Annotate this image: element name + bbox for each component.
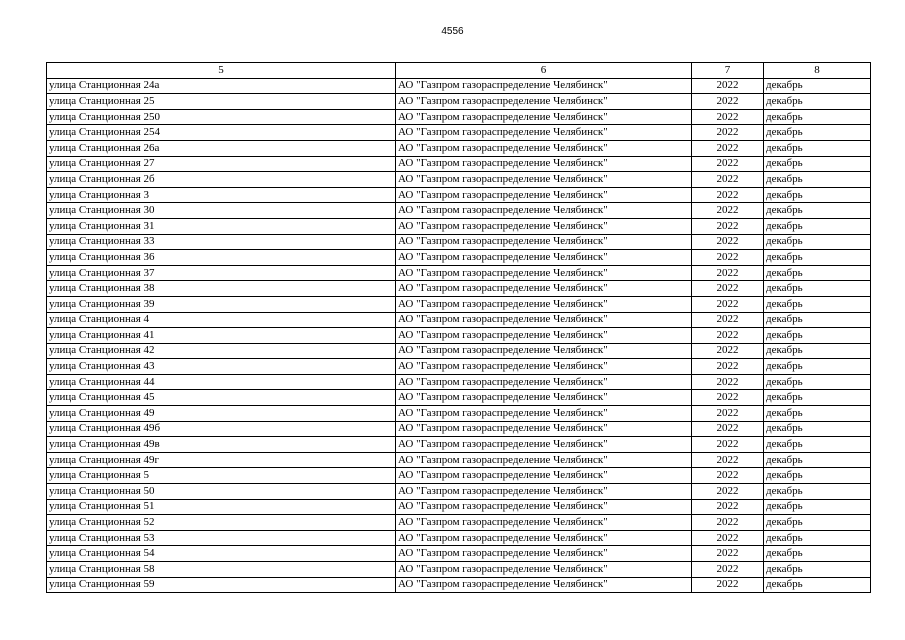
month-cell: декабрь: [764, 296, 871, 312]
address-cell: улица Станционная 33: [47, 234, 396, 250]
year-cell: 2022: [692, 234, 764, 250]
month-cell: декабрь: [764, 140, 871, 156]
year-cell: 2022: [692, 203, 764, 219]
organization-cell: АО "Газпром газораспределение Челябинск": [396, 296, 692, 312]
address-cell: улица Станционная 59: [47, 577, 396, 593]
table-row: [47, 499, 871, 515]
table-row: [47, 452, 871, 468]
table-row: [47, 406, 871, 422]
table-row: [47, 125, 871, 141]
month-cell: декабрь: [764, 390, 871, 406]
month-cell: декабрь: [764, 203, 871, 219]
table-row: [47, 530, 871, 546]
address-cell: улица Станционная 24а: [47, 78, 396, 94]
address-cell: улица Станционная 2б: [47, 172, 396, 188]
address-cell: улица Станционная 45: [47, 390, 396, 406]
month-cell: декабрь: [764, 577, 871, 593]
header-col-7: 7: [692, 63, 764, 79]
address-cell: улица Станционная 254: [47, 125, 396, 141]
address-cell: улица Станционная 36: [47, 250, 396, 266]
year-cell: 2022: [692, 250, 764, 266]
table-row: [47, 359, 871, 375]
document-table: [46, 62, 871, 593]
address-cell: улица Станционная 49в: [47, 437, 396, 453]
organization-cell: АО "Газпром газораспределение Челябинск": [396, 484, 692, 500]
month-cell: декабрь: [764, 484, 871, 500]
address-cell: улица Станционная 5: [47, 468, 396, 484]
address-cell: улица Станционная 31: [47, 218, 396, 234]
table-row: [47, 218, 871, 234]
organization-cell: АО "Газпром газораспределение Челябинск": [396, 328, 692, 344]
address-cell: улица Станционная 52: [47, 515, 396, 531]
month-cell: декабрь: [764, 328, 871, 344]
month-cell: декабрь: [764, 343, 871, 359]
organization-cell: АО "Газпром газораспределение Челябинск": [396, 546, 692, 562]
organization-cell: АО "Газпром газораспределение Челябинск": [396, 390, 692, 406]
address-cell: улица Станционная 30: [47, 203, 396, 219]
month-cell: декабрь: [764, 250, 871, 266]
organization-cell: АО "Газпром газораспределение Челябинск": [396, 281, 692, 297]
organization-cell: АО "Газпром газораспределение Челябинск": [396, 312, 692, 328]
address-cell: улица Станционная 27: [47, 156, 396, 172]
month-cell: декабрь: [764, 468, 871, 484]
table-row: [47, 374, 871, 390]
address-cell: улица Станционная 44: [47, 374, 396, 390]
year-cell: 2022: [692, 468, 764, 484]
organization-cell: АО "Газпром газораспределение Челябинск": [396, 468, 692, 484]
organization-cell: АО "Газпром газораспределение Челябинск": [396, 562, 692, 578]
table-row: [47, 78, 871, 94]
table-row: [47, 140, 871, 156]
organization-cell: АО "Газпром газораспределение Челябинск": [396, 140, 692, 156]
year-cell: 2022: [692, 515, 764, 531]
year-cell: 2022: [692, 125, 764, 141]
table-row: [47, 577, 871, 593]
address-cell: улица Станционная 250: [47, 109, 396, 125]
table-row: [47, 265, 871, 281]
organization-cell: АО "Газпром газораспределение Челябинск": [396, 499, 692, 515]
year-cell: 2022: [692, 156, 764, 172]
table-body: [47, 78, 871, 593]
year-cell: 2022: [692, 312, 764, 328]
year-cell: 2022: [692, 359, 764, 375]
organization-cell: АО "Газпром газораспределение Челябинск": [396, 78, 692, 94]
table-row: [47, 421, 871, 437]
month-cell: декабрь: [764, 94, 871, 110]
table-row: [47, 187, 871, 203]
organization-cell: АО "Газпром газораспределение Челябинск": [396, 203, 692, 219]
year-cell: 2022: [692, 562, 764, 578]
year-cell: 2022: [692, 78, 764, 94]
year-cell: 2022: [692, 452, 764, 468]
address-cell: улица Станционная 26а: [47, 140, 396, 156]
year-cell: 2022: [692, 530, 764, 546]
table-row: [47, 437, 871, 453]
year-cell: 2022: [692, 140, 764, 156]
table-row: [47, 312, 871, 328]
month-cell: декабрь: [764, 218, 871, 234]
table-row: [47, 343, 871, 359]
month-cell: декабрь: [764, 421, 871, 437]
table-row: [47, 109, 871, 125]
page-number: 4556: [441, 26, 464, 37]
table-row: [47, 484, 871, 500]
organization-cell: АО "Газпром газораспределение Челябинск": [396, 515, 692, 531]
table-row: [47, 156, 871, 172]
table-row: [47, 390, 871, 406]
header-col-8: 8: [764, 63, 871, 79]
year-cell: 2022: [692, 499, 764, 515]
table-row: [47, 172, 871, 188]
year-cell: 2022: [692, 187, 764, 203]
organization-cell: АО "Газпром газораспределение Челябинск": [396, 250, 692, 266]
month-cell: декабрь: [764, 406, 871, 422]
year-cell: 2022: [692, 374, 764, 390]
year-cell: 2022: [692, 546, 764, 562]
organization-cell: АО "Газпром газораспределение Челябинск": [396, 94, 692, 110]
month-cell: декабрь: [764, 359, 871, 375]
month-cell: декабрь: [764, 234, 871, 250]
header-col-5: 5: [47, 63, 396, 79]
organization-cell: АО "Газпром газораспределение Челябинск": [396, 265, 692, 281]
organization-cell: АО "Газпром газораспределение Челябинск": [396, 234, 692, 250]
address-cell: улица Станционная 50: [47, 484, 396, 500]
table-row: [47, 281, 871, 297]
year-cell: 2022: [692, 406, 764, 422]
month-cell: декабрь: [764, 265, 871, 281]
month-cell: декабрь: [764, 172, 871, 188]
organization-cell: АО "Газпром газораспределение Челябинск": [396, 406, 692, 422]
address-cell: улица Станционная 4: [47, 312, 396, 328]
address-cell: улица Станционная 49г: [47, 452, 396, 468]
year-cell: 2022: [692, 172, 764, 188]
year-cell: 2022: [692, 296, 764, 312]
table-row: [47, 94, 871, 110]
year-cell: 2022: [692, 281, 764, 297]
table-row: [47, 562, 871, 578]
organization-cell: АО "Газпром газораспределение Челябинск": [396, 109, 692, 125]
table-row: [47, 515, 871, 531]
table-row: [47, 546, 871, 562]
table-row: [47, 328, 871, 344]
header-col-6: 6: [396, 63, 692, 79]
year-cell: 2022: [692, 343, 764, 359]
address-cell: улица Станционная 25: [47, 94, 396, 110]
month-cell: декабрь: [764, 78, 871, 94]
organization-cell: АО "Газпром газораспределение Челябинск": [396, 374, 692, 390]
month-cell: декабрь: [764, 125, 871, 141]
month-cell: декабрь: [764, 562, 871, 578]
address-cell: улица Станционная 3: [47, 187, 396, 203]
year-cell: 2022: [692, 484, 764, 500]
month-cell: декабрь: [764, 530, 871, 546]
address-cell: улица Станционная 39: [47, 296, 396, 312]
month-cell: декабрь: [764, 499, 871, 515]
month-cell: декабрь: [764, 187, 871, 203]
table-row: [47, 203, 871, 219]
organization-cell: АО "Газпром газораспределение Челябинск": [396, 343, 692, 359]
address-cell: улица Станционная 54: [47, 546, 396, 562]
year-cell: 2022: [692, 109, 764, 125]
table-row: [47, 250, 871, 266]
organization-cell: АО "Газпром газораспределение Челябинск": [396, 421, 692, 437]
organization-cell: АО "Газпром газораспределение Челябинск": [396, 156, 692, 172]
table-row: [47, 296, 871, 312]
address-cell: улица Станционная 58: [47, 562, 396, 578]
organization-cell: АО "Газпром газораспределение Челябинск": [396, 359, 692, 375]
year-cell: 2022: [692, 577, 764, 593]
organization-cell: АО "Газпром газораспределение Челябинск": [396, 218, 692, 234]
address-cell: улица Станционная 43: [47, 359, 396, 375]
year-cell: 2022: [692, 328, 764, 344]
table-row: [47, 234, 871, 250]
year-cell: 2022: [692, 437, 764, 453]
month-cell: декабрь: [764, 437, 871, 453]
month-cell: декабрь: [764, 156, 871, 172]
month-cell: декабрь: [764, 374, 871, 390]
organization-cell: АО "Газпром газораспределение Челябинск": [396, 187, 692, 203]
organization-cell: АО "Газпром газораспределение Челябинск": [396, 437, 692, 453]
table-header: [47, 63, 871, 79]
organization-cell: АО "Газпром газораспределение Челябинск": [396, 172, 692, 188]
month-cell: декабрь: [764, 546, 871, 562]
year-cell: 2022: [692, 421, 764, 437]
address-cell: улица Станционная 41: [47, 328, 396, 344]
month-cell: декабрь: [764, 312, 871, 328]
year-cell: 2022: [692, 94, 764, 110]
year-cell: 2022: [692, 390, 764, 406]
organization-cell: АО "Газпром газораспределение Челябинск": [396, 452, 692, 468]
month-cell: декабрь: [764, 281, 871, 297]
table-row: [47, 468, 871, 484]
address-cell: улица Станционная 49б: [47, 421, 396, 437]
year-cell: 2022: [692, 265, 764, 281]
year-cell: 2022: [692, 218, 764, 234]
address-cell: улица Станционная 53: [47, 530, 396, 546]
month-cell: декабрь: [764, 452, 871, 468]
address-cell: улица Станционная 49: [47, 406, 396, 422]
address-cell: улица Станционная 51: [47, 499, 396, 515]
header-row: [47, 63, 871, 79]
organization-cell: АО "Газпром газораспределение Челябинск": [396, 577, 692, 593]
organization-cell: АО "Газпром газораспределение Челябинск": [396, 530, 692, 546]
organization-cell: АО "Газпром газораспределение Челябинск": [396, 125, 692, 141]
month-cell: декабрь: [764, 515, 871, 531]
address-cell: улица Станционная 37: [47, 265, 396, 281]
address-cell: улица Станционная 38: [47, 281, 396, 297]
month-cell: декабрь: [764, 109, 871, 125]
address-cell: улица Станционная 42: [47, 343, 396, 359]
